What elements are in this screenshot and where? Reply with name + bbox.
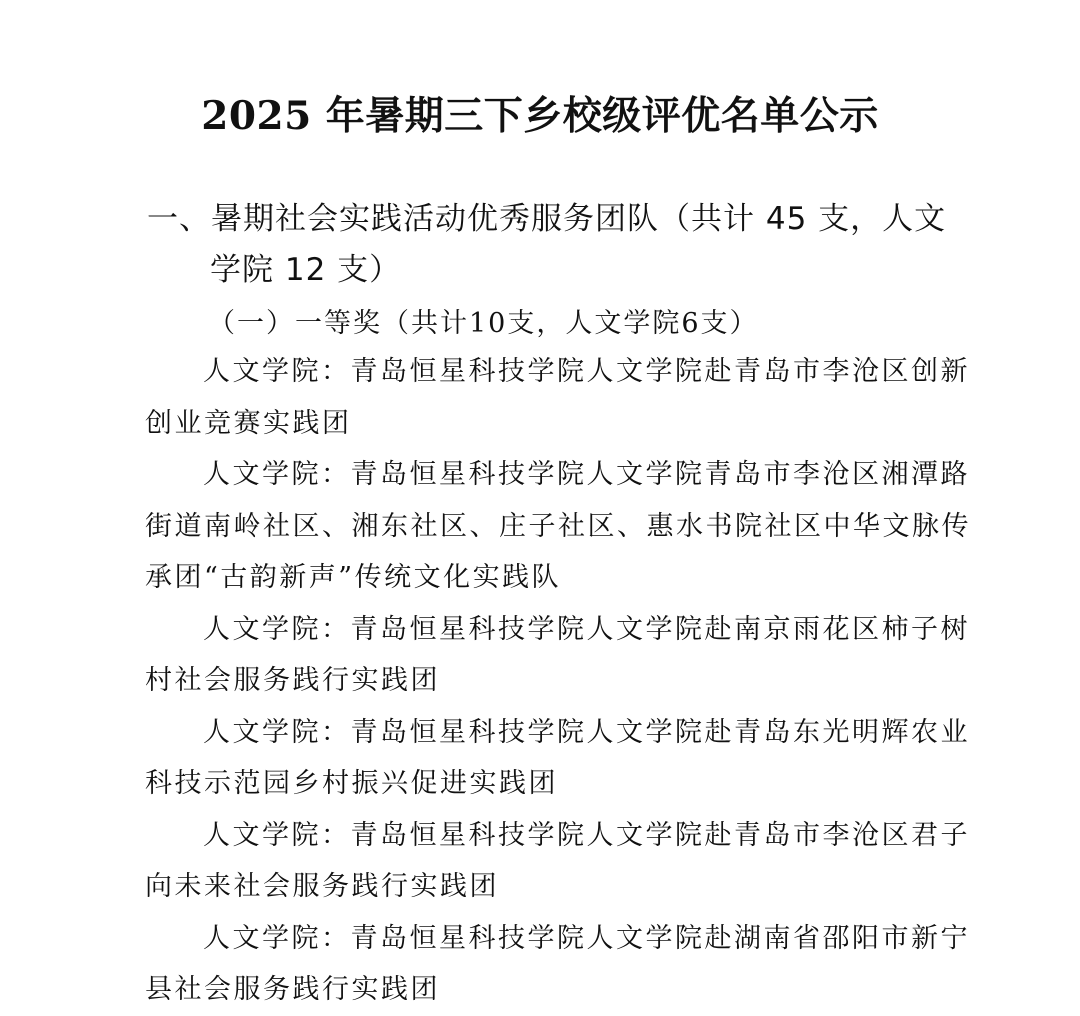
award-entry: [145, 913, 970, 1016]
entry-line: 向未来社会服务践行实践团: [145, 871, 499, 902]
entry-line: 人文学院：青岛恒星科技学院人文学院赴青岛市李沧区君子: [203, 819, 970, 851]
section-heading-line2: 学院 12 支）: [210, 252, 402, 288]
entry-line: 人文学院：青岛恒星科技学院人文学院赴湖南省邵阳市新宁: [203, 922, 970, 954]
entry-line: 人文学院：青岛恒星科技学院人文学院青岛市李沧区湘潭路: [203, 459, 970, 490]
award-entry: [145, 810, 970, 913]
section-heading-line1: 一、暑期社会实践活动优秀服务团队（共计 45 支，人文: [147, 201, 947, 237]
award-entry: [145, 707, 970, 810]
award-entry: [145, 604, 970, 707]
entry-line: 人文学院：青岛恒星科技学院人文学院赴青岛市李沧区创新: [203, 356, 970, 387]
entry-line: 科技示范园乡村振兴促进实践团: [145, 768, 558, 799]
entry-line: 承团“古韵新声”传统文化实践队: [145, 562, 562, 593]
subsection-heading: （一）一等奖（共计10支，人文学院6支）: [208, 308, 759, 339]
entry-line: 村社会服务践行实践团: [145, 665, 440, 696]
award-entry-list: [145, 346, 971, 1016]
document-title: 2025 年暑期三下乡校级评优名单公示: [201, 93, 879, 139]
entry-line: 人文学院：青岛恒星科技学院人文学院赴青岛东光明辉农业: [203, 716, 970, 748]
entry-line: 县社会服务践行实践团: [145, 974, 440, 1005]
award-entry: [145, 346, 970, 449]
section-heading: [147, 194, 947, 296]
entry-line: 人文学院：青岛恒星科技学院人文学院赴南京雨花区柿子树: [203, 613, 970, 645]
entry-line: 创业竞赛实践团: [145, 407, 352, 439]
award-entry: [145, 449, 971, 604]
entry-line: 街道南岭社区、湘东社区、庄子社区、惠水书院社区中华文脉传: [145, 510, 971, 542]
